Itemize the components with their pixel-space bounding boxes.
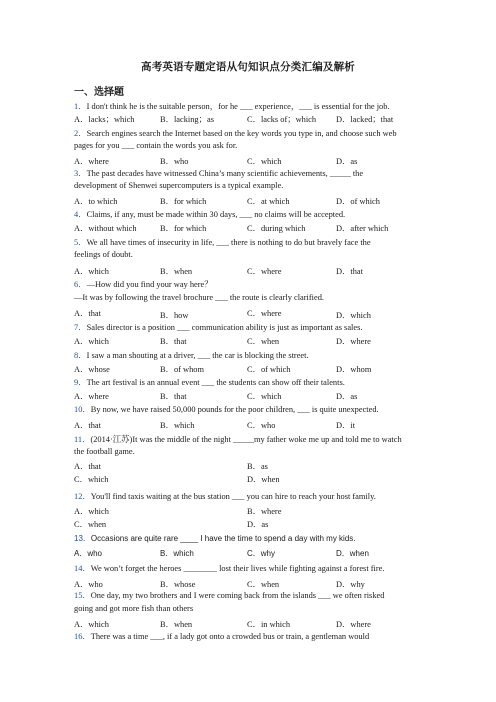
answer-option[interactable]: D．lacked；that <box>336 115 394 124</box>
question-stem: The past decades have witnessed China’s many scientific achievements, _____ the <box>86 169 364 178</box>
question-number: 3． <box>74 169 87 178</box>
question-4-options <box>74 222 424 234</box>
answer-option[interactable]: D．where <box>336 620 371 629</box>
question-stem: There was a time ___, if a lady got onto a crowded bus or train, a gentleman would <box>90 632 370 641</box>
question-6-options <box>74 307 424 319</box>
question-15-text-line2 <box>74 603 424 615</box>
answer-option[interactable]: D．after which <box>336 224 389 233</box>
question-number: 9． <box>74 378 87 387</box>
answer-option[interactable]: A．that <box>74 309 101 318</box>
question-7-options <box>74 335 424 347</box>
question-11-options-row <box>74 460 424 472</box>
answer-option[interactable]: C．which <box>247 392 282 401</box>
answer-option[interactable]: C．of which <box>247 365 291 374</box>
question-11-options-row <box>74 473 424 485</box>
question-5-text-line2 <box>74 249 424 261</box>
answer-option[interactable]: B．lacking；as <box>160 115 214 124</box>
question-stem: I don't think he is the suitable person，for he ___ experience，___ is essential for the job. <box>86 102 390 111</box>
question-stem: going and got more fish than others <box>74 604 194 613</box>
question-16-text <box>74 631 424 643</box>
question-8-options <box>74 363 424 375</box>
answer-option[interactable]: B．for which <box>160 224 207 233</box>
question-2-text-line2 <box>74 140 424 152</box>
question-stem: Claims, if any, must be made within 30 days, ___ no claims will be accepted. <box>86 210 346 219</box>
answer-option[interactable]: A．whose <box>74 365 110 374</box>
question-1-text <box>74 101 424 113</box>
question-stem: development of Shenwei supercomputers is a typical example. <box>74 181 284 190</box>
question-15-text <box>74 590 424 602</box>
answer-option[interactable]: D．as <box>336 157 358 166</box>
answer-option[interactable]: B．of whom <box>160 365 204 374</box>
question-stem: The art festival is an annual event ___ the students can show off their talents. <box>86 378 345 387</box>
answer-option[interactable]: D．as <box>336 392 358 401</box>
answer-option[interactable]: B．for which <box>160 197 207 206</box>
answer-option[interactable]: A．that <box>74 462 101 471</box>
question-number: 8． <box>74 351 87 360</box>
answer-option[interactable]: A．who <box>74 549 103 558</box>
answer-option[interactable]: D．it <box>336 421 356 430</box>
answer-option[interactable]: B．which <box>160 549 194 558</box>
answer-option[interactable]: A．which <box>74 337 109 346</box>
question-number: 15． <box>74 591 91 600</box>
answer-option[interactable]: D．as <box>247 520 269 529</box>
answer-option[interactable]: C．when <box>247 337 280 346</box>
answer-option[interactable]: B．that <box>160 337 187 346</box>
answer-option[interactable]: D．when <box>336 549 369 558</box>
question-5-options <box>74 265 424 277</box>
question-stem: Occasions are quite rare ____ I have the time to spend a day with my kids. <box>90 534 356 543</box>
answer-option[interactable]: A．where <box>74 157 109 166</box>
answer-option[interactable]: C．where <box>247 309 282 318</box>
answer-option[interactable]: A．that <box>74 421 101 430</box>
answer-option[interactable]: D．why <box>336 580 365 589</box>
question-number: 2． <box>74 129 87 138</box>
question-10-options <box>74 419 424 431</box>
question-stem: Sales director is a position ___ communication ability is just as important as sales. <box>86 323 363 332</box>
answer-option[interactable]: C．which <box>74 475 109 484</box>
question-12-options-row <box>74 505 424 517</box>
answer-option[interactable]: D．that <box>336 267 363 276</box>
question-3-text-line2 <box>74 180 424 192</box>
answer-option[interactable]: B．which <box>160 421 195 430</box>
answer-option[interactable]: C．when <box>74 520 107 529</box>
question-stem: feelings of doubt. <box>74 250 133 259</box>
question-6-text <box>74 279 424 291</box>
question-stem: You'll find taxis waiting at the bus station ___ you can hire to reach your host family. <box>90 492 376 501</box>
question-2-text <box>74 128 424 140</box>
question-stem: pages for you ___ contain the words you ask for. <box>74 141 238 150</box>
question-12-options-row <box>74 518 424 530</box>
answer-option[interactable]: C．why <box>247 549 276 558</box>
question-1-options <box>74 113 424 125</box>
answer-option[interactable]: C．when <box>247 580 280 589</box>
question-10-text <box>74 404 424 416</box>
question-number: 4． <box>74 210 87 219</box>
question-number: 6． <box>74 280 87 289</box>
question-2-options <box>74 155 424 167</box>
question-stem: Search engines search the Internet based on the key words you type in, and choose such web <box>86 129 397 138</box>
answer-option[interactable]: C．where <box>247 267 282 276</box>
answer-option[interactable]: B．as <box>247 462 268 471</box>
answer-option[interactable]: C．lacks of；which <box>247 115 317 124</box>
answer-option[interactable]: C．in which <box>247 620 291 629</box>
question-stem: I saw a man shouting at a driver, ___ the car is blocking the street. <box>86 351 309 360</box>
answer-option[interactable]: D．whom <box>336 365 372 374</box>
answer-option[interactable]: A．who <box>74 580 103 589</box>
answer-option[interactable]: C．which <box>247 157 282 166</box>
answer-option[interactable]: A．where <box>74 392 109 401</box>
question-stem: We won’t forget the heroes ________ lost their lives while fighting against a forest fire. <box>90 564 385 573</box>
answer-option[interactable]: B．when <box>160 620 193 629</box>
question-number: 10． <box>74 405 91 414</box>
page-title: 高考英语专题定语从句知识点分类汇编及解析 <box>141 62 355 73</box>
answer-option[interactable]: A．which <box>74 620 109 629</box>
question-13-text <box>74 533 424 545</box>
question-9-options <box>74 390 424 402</box>
question-stem: By now, we have raised 50,000 pounds for the poor children, ___ is quite unexpected. <box>90 405 379 414</box>
answer-option[interactable]: D．which <box>336 311 371 320</box>
question-13-options <box>74 548 424 560</box>
answer-option[interactable]: B．how <box>160 311 189 320</box>
question-number: 11． <box>74 435 91 444</box>
question-stem: —It was by following the travel brochure ___ the route is clearly clarified. <box>74 293 325 302</box>
answer-option[interactable]: B．where <box>247 507 282 516</box>
answer-option[interactable]: A．which <box>74 267 109 276</box>
answer-option[interactable]: A．to which <box>74 197 118 206</box>
answer-option[interactable]: B．whose <box>160 580 196 589</box>
question-11-text-line2 <box>74 446 424 458</box>
answer-option[interactable]: D．where <box>336 337 371 346</box>
question-14-text <box>74 563 424 575</box>
question-3-text <box>74 168 424 180</box>
question-stem: (2014·江苏)It was the middle of the night _____my father woke me up and told me to watch <box>90 435 402 444</box>
answer-option[interactable]: A．without which <box>74 224 137 233</box>
question-15-options <box>74 618 424 630</box>
question-number: 16． <box>74 632 91 641</box>
question-12-text <box>74 491 424 503</box>
question-stem: —How did you find your way here？ <box>86 280 213 289</box>
question-stem: One day, my two brothers and I were coming back from the islands ___ we often risked <box>90 591 385 600</box>
question-stem: We all have times of insecurity in life, ___ there is nothing to do but bravely face the <box>86 238 371 247</box>
answer-option[interactable]: A．lacks；which <box>74 115 135 124</box>
question-stem: the football game. <box>74 447 135 456</box>
answer-option[interactable]: D．when <box>247 475 280 484</box>
answer-option[interactable]: A．which <box>74 507 109 516</box>
question-14-options <box>74 578 424 590</box>
question-number: 12． <box>74 492 91 501</box>
question-number: 13． <box>74 534 91 543</box>
question-number: 7． <box>74 323 87 332</box>
question-number: 14． <box>74 564 91 573</box>
answer-option[interactable]: C．who <box>247 421 276 430</box>
section-heading: 一、选择题 <box>74 87 124 98</box>
question-number: 1． <box>74 102 87 111</box>
answer-option[interactable]: B．who <box>160 157 189 166</box>
answer-option[interactable]: D．of which <box>336 197 380 206</box>
question-11-text <box>74 434 424 446</box>
answer-option[interactable]: C．at which <box>247 197 290 206</box>
question-3-options <box>74 195 424 207</box>
question-6-text-line2 <box>74 292 424 304</box>
question-number: 5． <box>74 238 87 247</box>
question-8-text <box>74 350 424 362</box>
question-5-text <box>74 237 424 249</box>
question-9-text <box>74 377 424 389</box>
question-4-text <box>74 209 424 221</box>
question-7-text <box>74 322 424 334</box>
answer-option[interactable]: C．during which <box>247 224 306 233</box>
answer-option[interactable]: B．that <box>160 392 187 401</box>
answer-option[interactable]: B．when <box>160 267 193 276</box>
